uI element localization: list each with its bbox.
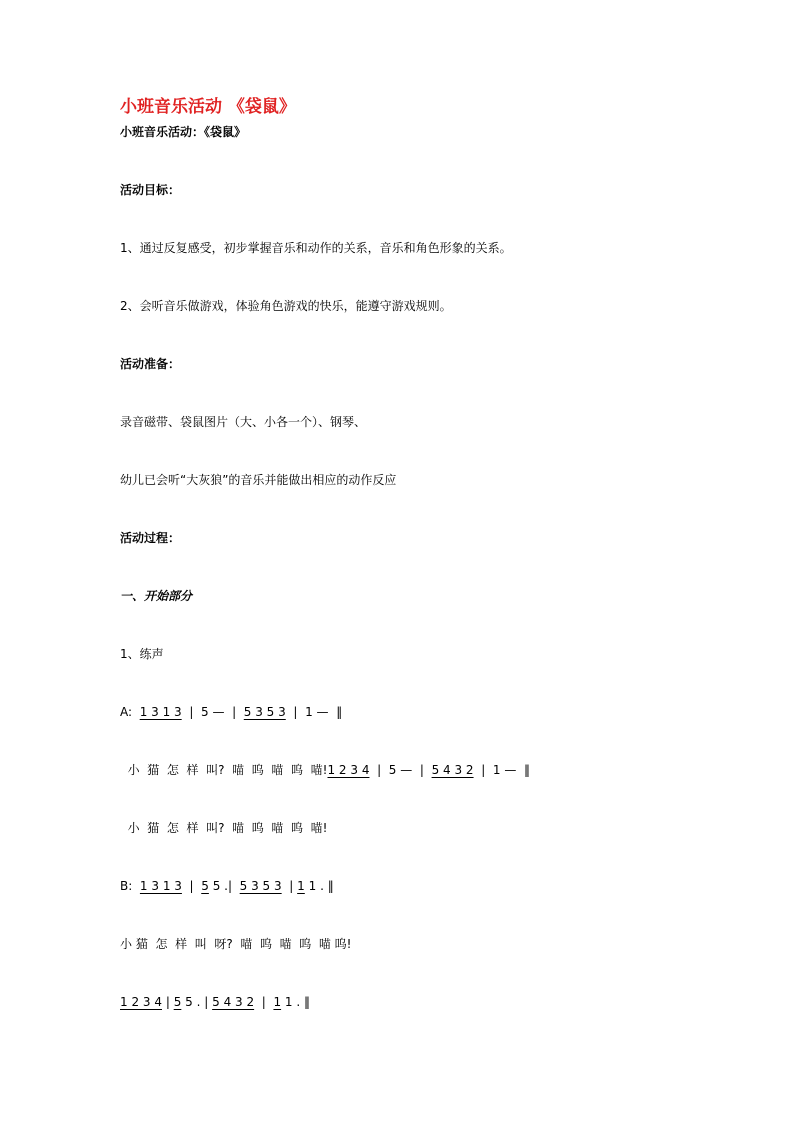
goal-heading: 活动目标：	[120, 183, 181, 197]
note: 5 .	[212, 879, 228, 893]
prep-item-1: 录音磁带、袋鼠图片（大、小各一个）、钢琴、	[120, 415, 367, 429]
barline: |	[289, 879, 294, 893]
score-line-a	[120, 704, 342, 720]
prep-item-2: 幼儿已会听“大灰狼”的音乐并能做出相应的动作反应	[120, 473, 397, 487]
end-barline: ‖	[523, 763, 530, 777]
score-label-a: A:	[120, 705, 133, 719]
note: 5	[173, 995, 182, 1009]
barline: |	[481, 763, 486, 777]
goal-item-2: 2、会听音乐做游戏，体验角色游戏的快乐，能遵守游戏规则。	[120, 299, 452, 313]
lyric: 小 猫 怎 样 叫? 喵 呜 喵 呜 喵!	[127, 763, 328, 777]
lyric: 小 猫 怎 样 叫 呀? 喵 呜 喵 呜 喵 呜!	[120, 937, 352, 951]
measure: 5 3 5 3	[243, 705, 286, 719]
end-barline: ‖	[327, 879, 334, 893]
note: 1 .	[308, 879, 324, 893]
goal-item-1: 1、通过反复感受，初步掌握音乐和动作的关系，音乐和角色形象的关系。	[120, 241, 512, 255]
note: 1 .	[284, 995, 301, 1009]
part-heading: 一、开始部分	[120, 589, 193, 603]
measure: 5 4 3 2	[431, 763, 474, 777]
note: 5	[201, 879, 209, 893]
score-line-c	[120, 994, 310, 1010]
barline: |	[189, 879, 194, 893]
prep-heading: 活动准备：	[120, 357, 181, 371]
end-barline: ‖	[336, 705, 343, 719]
measure: 1 2 3 4	[327, 763, 370, 777]
measure: 5 3 5 3	[239, 879, 282, 893]
score-line-a2	[120, 762, 530, 778]
process-heading: 活动过程：	[120, 531, 181, 545]
lyric-line-a	[120, 820, 327, 836]
measure: 1 3 1 3	[139, 879, 182, 893]
score-label-b: B:	[120, 879, 133, 893]
step-heading: 1、练声	[120, 647, 164, 661]
measure: 5 —	[388, 763, 413, 777]
barline: |	[293, 705, 298, 719]
doc-title: 小班音乐活动 《袋鼠》	[120, 97, 296, 117]
measure: 1 2 3 4	[120, 995, 162, 1009]
measure: 1 —	[305, 705, 329, 719]
measure: 5 4 3 2	[212, 995, 255, 1009]
end-barline: ‖	[304, 995, 310, 1009]
lyric-line-b	[120, 936, 351, 952]
barline: |	[232, 705, 237, 719]
barline: |	[227, 879, 233, 893]
score-line-b	[120, 878, 334, 894]
barline: |	[377, 763, 382, 777]
doc-subtitle: 小班音乐活动：《袋鼠》	[120, 125, 247, 139]
barline: |	[261, 995, 266, 1009]
barline: |	[204, 995, 209, 1009]
measure: 5 —	[201, 705, 225, 719]
barline: |	[165, 995, 170, 1009]
barline: |	[189, 705, 194, 719]
measure: 1 3 1 3	[139, 705, 182, 719]
lyric: 小 猫 怎 样 叫? 喵 呜 喵 呜 喵!	[127, 821, 328, 835]
note: 1	[273, 995, 282, 1009]
barline: |	[419, 763, 424, 777]
note: 1	[297, 879, 305, 893]
measure: 1 —	[492, 763, 517, 777]
note: 5 .	[185, 995, 201, 1009]
